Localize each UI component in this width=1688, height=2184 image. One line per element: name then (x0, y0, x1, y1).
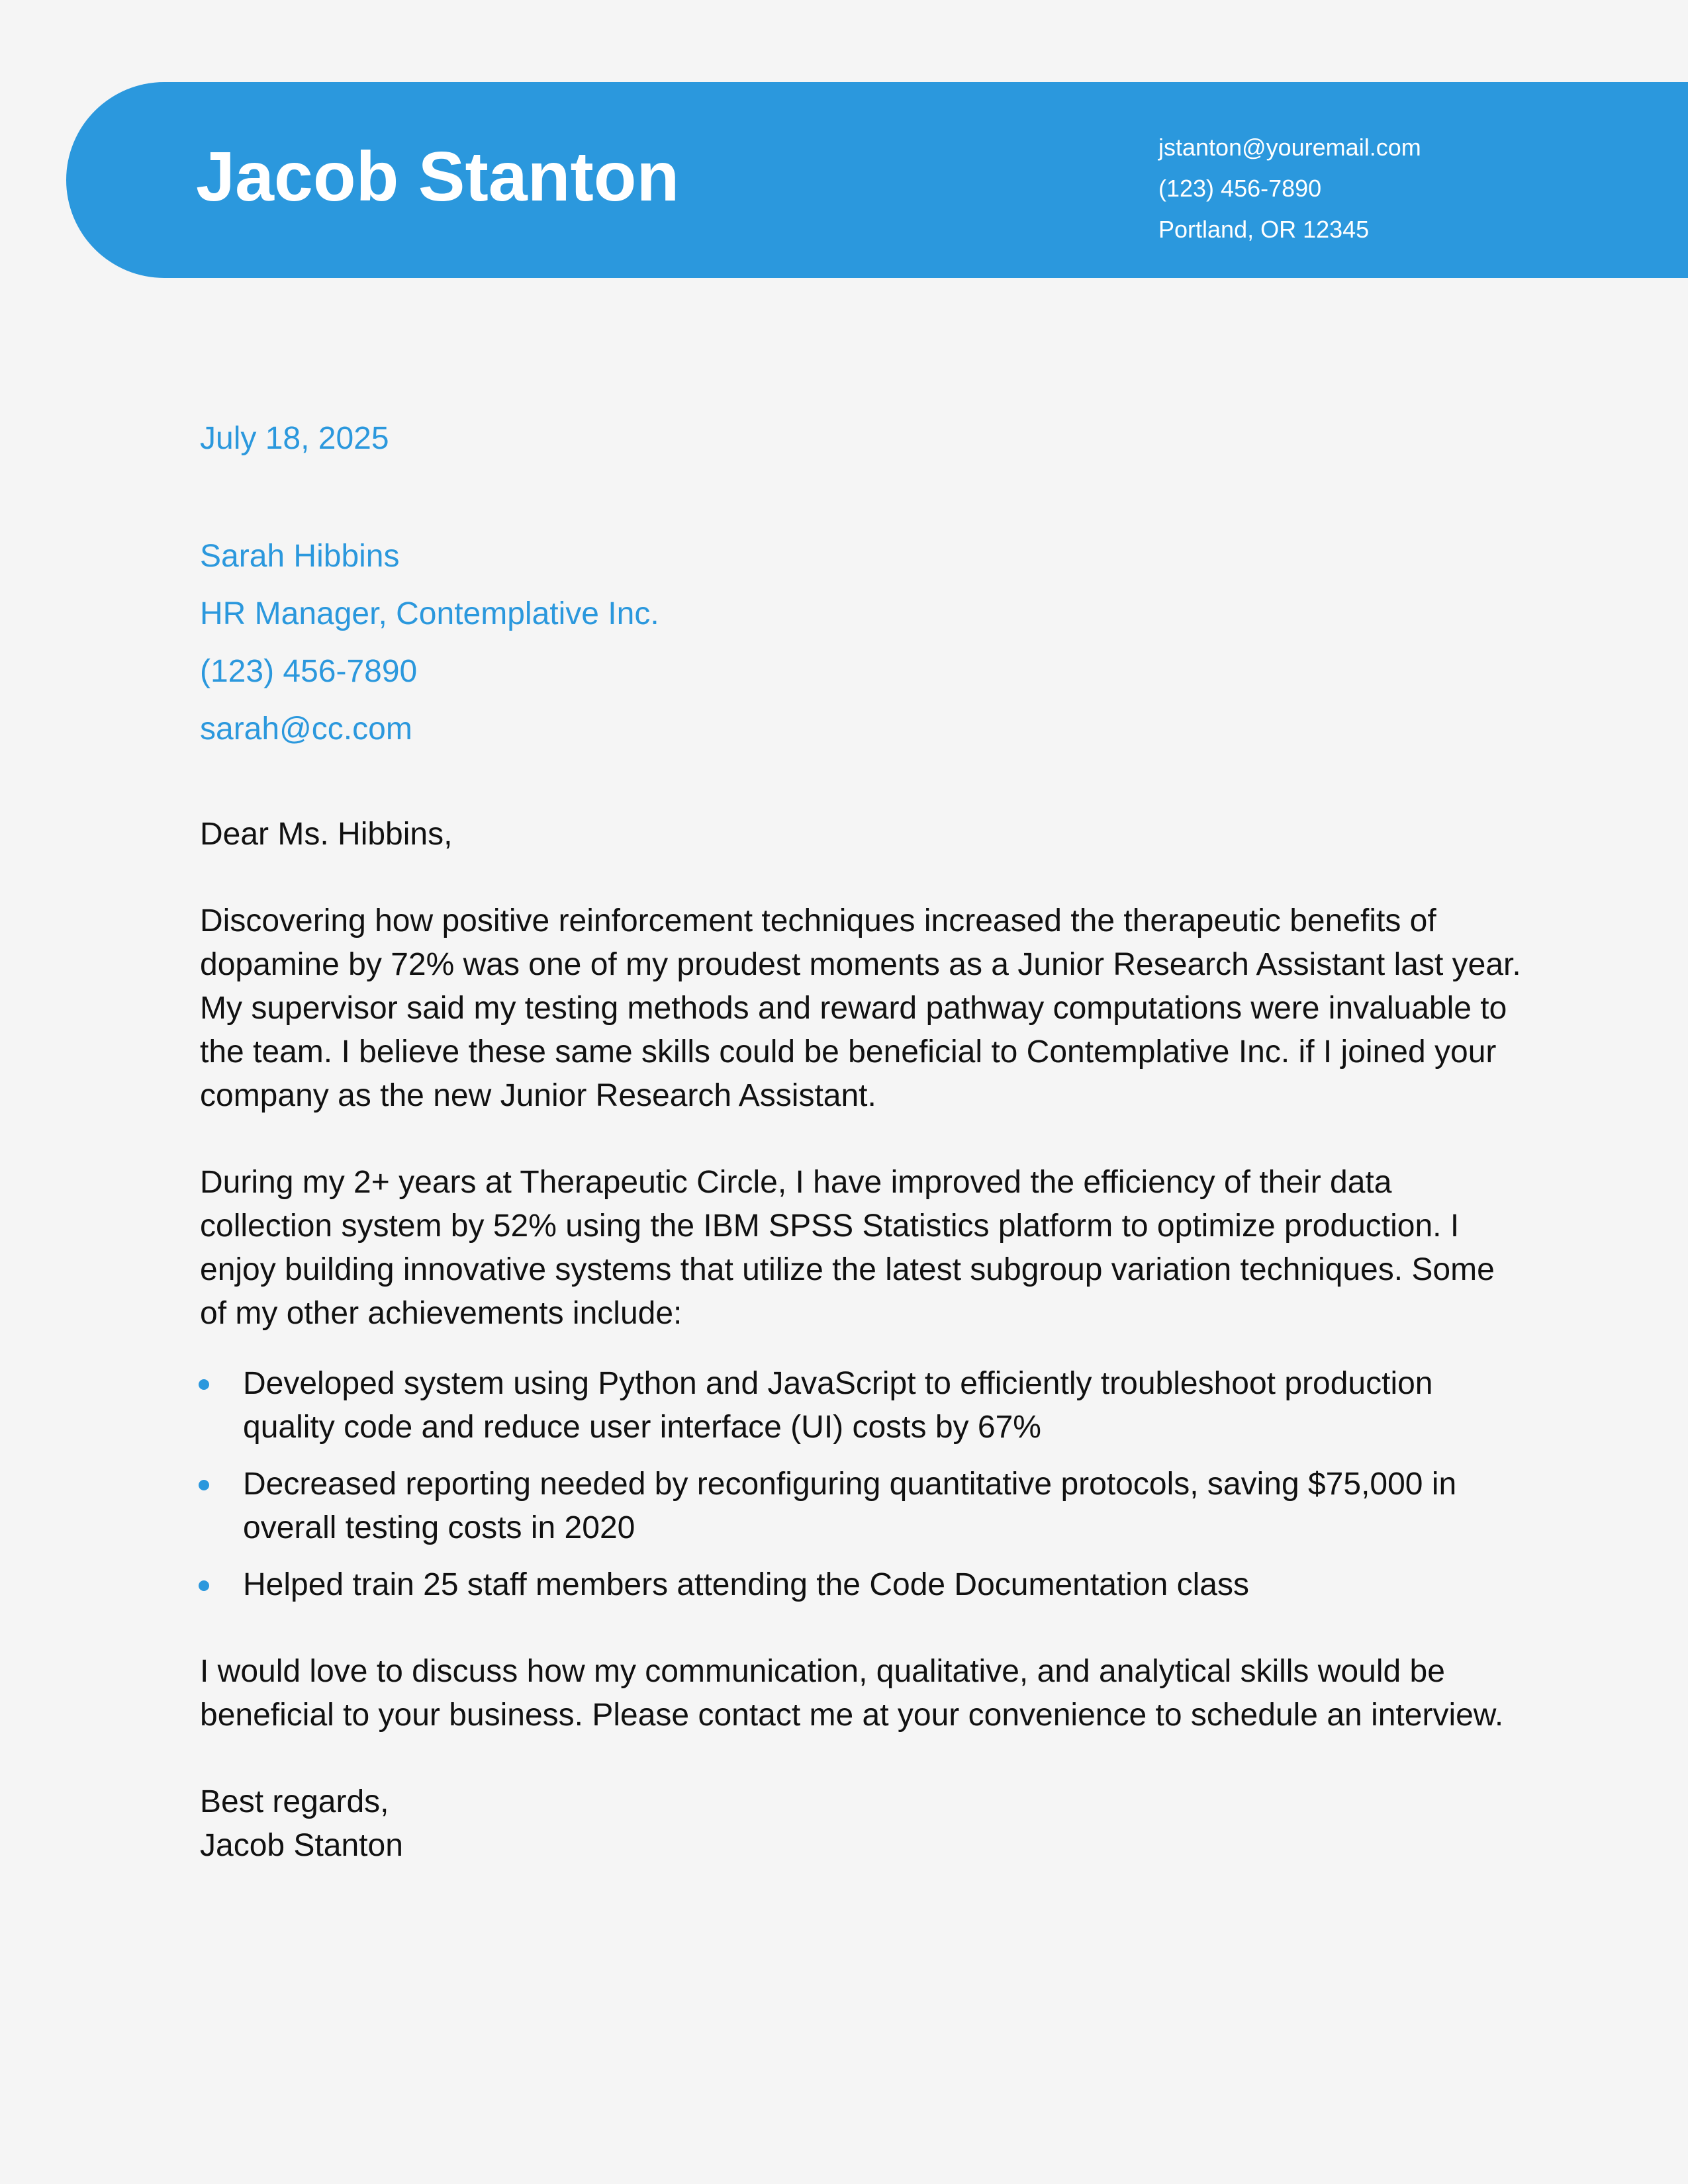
recipient-phone: (123) 456-7890 (200, 654, 418, 689)
recipient-name: Sarah Hibbins (200, 539, 400, 574)
recipient-email: sarah@cc.com (200, 711, 412, 747)
sender-contact-block (1158, 127, 1421, 250)
list-item (200, 1563, 1524, 1607)
sender-name: Jacob Stanton (196, 138, 680, 216)
sender-phone: (123) 456-7890 (1158, 175, 1322, 202)
paragraph-intro: Discovering how positive reinforcement techniques increased the therapeutic benefits of dopamine by 72% was one of my proudest moments as a Junior Research Assistant last year. My supervisor said my testing methods and reward pathway computations were invaluable to the team. I believe these same skills could be beneficial to Contemplative Inc. if I joined your company as the new Junior Research Assistant. (200, 903, 1521, 1113)
letter-date: July 18, 2025 (200, 421, 389, 456)
recipient-title: HR Manager, Contemplative Inc. (200, 596, 659, 631)
achievement-text: Decreased reporting needed by reconfiguring quantitative protocols, saving $75,000 in overall testing costs in 2020 (243, 1467, 1457, 1545)
list-item (200, 1362, 1524, 1449)
sender-email: jstanton@youremail.com (1158, 134, 1421, 161)
sender-location: Portland, OR 12345 (1158, 216, 1370, 243)
closing-block (200, 1780, 1524, 1868)
header-banner (66, 82, 1688, 278)
bullet-icon (199, 1480, 209, 1490)
letter-body (200, 813, 1524, 1868)
closing-phrase: Best regards, (200, 1784, 389, 1819)
bullet-icon (199, 1580, 209, 1591)
salutation: Dear Ms. Hibbins, (200, 817, 453, 852)
paragraph-experience: During my 2+ years at Therapeutic Circle, I have improved the efficiency of their data collection system by 52% using the IBM SPSS Statistics platform to optimize production. I enjoy building innovative systems that utilize the latest subgroup variation techniques. Some of my other achievements include: (200, 1165, 1495, 1331)
achievements-list (200, 1362, 1524, 1607)
achievement-text: Helped train 25 staff members attending the Code Documentation class (243, 1567, 1249, 1602)
recipient-block (200, 527, 659, 758)
signature: Jacob Stanton (200, 1828, 403, 1863)
bullet-icon (199, 1379, 209, 1390)
achievement-text: Developed system using Python and JavaScript to efficiently troubleshoot production quality code and reduce user interface (UI) costs by 67% (243, 1366, 1433, 1445)
list-item (200, 1463, 1524, 1550)
paragraph-closing: I would love to discuss how my communication, qualitative, and analytical skills would be beneficial to your business. Please contact me at your convenience to schedule an interview. (200, 1654, 1504, 1733)
